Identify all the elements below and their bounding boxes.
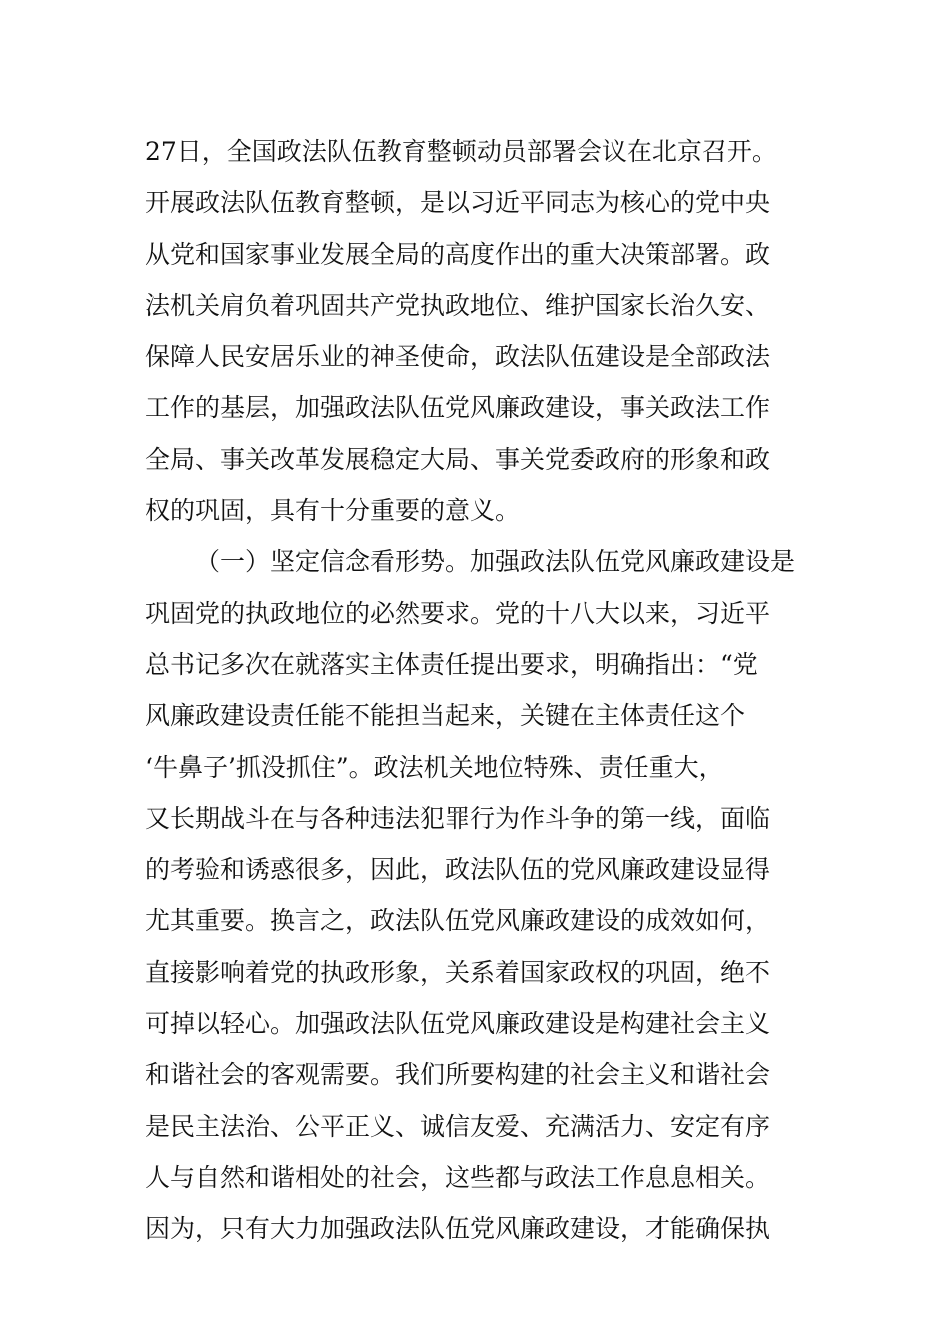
text-line: 权的巩固，具有十分重要的意义。 xyxy=(145,496,521,526)
text-line: 风廉政建设责任能不能担当起来，关键在主体责任这个 xyxy=(145,701,746,731)
text-line: 法机关肩负着巩固共产党执政地位、维护国家长治久安、 xyxy=(145,290,771,320)
text-line: 的考验和诱惑很多，因此，政法队伍的党风廉政建设显得 xyxy=(145,855,771,885)
text-line: 从党和国家事业发展全局的高度作出的重大决策部署。政 xyxy=(145,239,771,269)
text-line: ‘牛鼻子’抓没抓住”。政法机关地位特殊、责任重大， xyxy=(145,752,724,782)
text-line: 工作的基层，加强政法队伍党风廉政建设，事关政法工作 xyxy=(145,393,771,423)
text-line: 直接影响着党的执政形象，关系着国家政权的巩固，绝不 xyxy=(145,957,771,987)
text-line: 因为，只有大力加强政法队伍党风廉政建设，才能确保执 xyxy=(145,1214,771,1244)
text-line: 开展政法队伍教育整顿，是以习近平同志为核心的党中央 xyxy=(145,188,771,218)
text-line: 保障人民安居乐业的神圣使命，政法队伍建设是全部政法 xyxy=(145,342,771,372)
text-line: 又长期战斗在与各种违法犯罪行为作斗争的第一线，面临 xyxy=(145,803,771,833)
body-text xyxy=(145,126,810,1255)
text-line: 总书记多次在就落实主体责任提出要求，明确指出：“党 xyxy=(145,649,758,679)
text-line: 和谐社会的客观需要。我们所要构建的社会主义和谐社会 xyxy=(145,1060,771,1090)
text-line: 可掉以轻心。加强政法队伍党风廉政建设是构建社会主义 xyxy=(145,1009,771,1039)
text-line: 全局、事关改革发展稳定大局、事关党委政府的形象和政 xyxy=(145,444,771,474)
text-line: 27日，全国政法队伍教育整顿动员部署会议在北京召开。 xyxy=(145,137,777,166)
text-line: 巩固党的执政地位的必然要求。党的十八大以来，习近平 xyxy=(145,598,771,628)
text-line: 人与自然和谐相处的社会，这些都与政法工作息息相关。 xyxy=(145,1162,771,1192)
text-line: 是民主法治、公平正义、诚信友爱、充满活力、安定有序 xyxy=(145,1111,771,1141)
section-heading-line: （一）坚定信念看形势。加强政法队伍党风廉政建设是 xyxy=(195,547,796,577)
text-line: 尤其重要。换言之，政法队伍党风廉政建设的成效如何， xyxy=(145,906,771,936)
